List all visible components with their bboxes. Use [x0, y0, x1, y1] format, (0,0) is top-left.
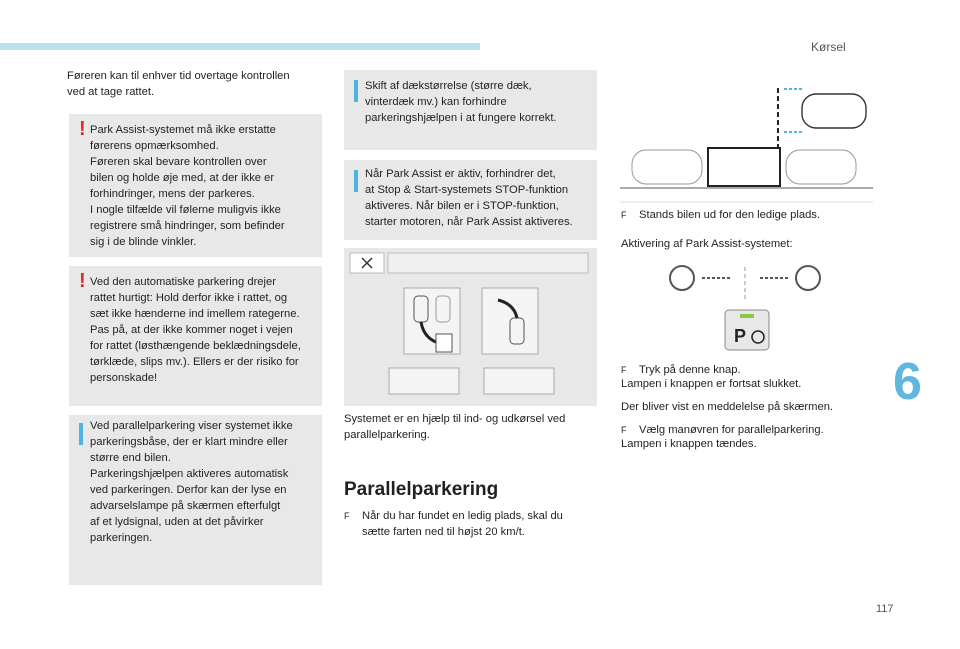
info-text-3: Når Park Assist er aktiv, forhindrer det, at Stop & Start-systemets STOP-funktion aktiveres. Når bilen er i STOP-funktion, starter motoren, når Park Assist aktiveres. — [365, 168, 573, 228]
info-icon — [79, 423, 83, 445]
steering-wheel-icon — [670, 266, 694, 290]
bullet-1: F Når du har fundet en ledig plads, skal du sætte farten ned til højst 20 km/t. — [344, 510, 563, 538]
chapter-tab: 6 — [893, 353, 922, 411]
svg-text:P: P — [734, 326, 747, 346]
info-icon — [354, 80, 358, 102]
message-text: Der bliver vist en meddelelse på skærmen. — [621, 401, 834, 413]
section-heading: Parallelparkering — [344, 479, 499, 500]
info-text-1: Ved parallelparkering viser systemet ikke parkeringsbåse, der er klart mindre eller større end bilen. Parkeringshjælpen aktiveres automatisk ved parkeringen. Derfor kan der lyse en advarselslampe på skærmen efterfulgt af et lydsignal, uden at det påvirker parkeringen. — [90, 420, 293, 544]
warning-box-2 — [69, 266, 322, 406]
bullet-4: F Vælg manøvren for parallelparkering. — [621, 424, 824, 436]
info-icon — [354, 170, 358, 192]
intro-text: Føreren kan til enhver tid overtage kontrollen ved at tage rattet. — [67, 70, 290, 98]
steering-wheel-icon — [796, 266, 820, 290]
info-text-2: Skift af dækstørrelse (større dæk, vinterdæk mv.) kan forhindre parkeringshjælpen i at fungere korrekt. — [365, 80, 557, 124]
info-box-1 — [69, 415, 322, 585]
header-bar — [0, 43, 480, 50]
park-assist-button-figure — [660, 262, 840, 357]
screen-illustration — [344, 248, 597, 406]
info-box-3 — [344, 160, 597, 240]
warning-text-1: Park Assist-systemet må ikke erstatte førerens opmærksomhed. Føreren skal bevare kontrollen over bilen og holde øje med, at der ikke er forhindringer, mens der parkeres. I nogle tilfælde vil følerne muligvis ikke registrere små hindringer, som befinder sig i de blinde vinkler. — [90, 124, 285, 248]
warning-icon: ! — [79, 118, 86, 140]
activation-text: Aktivering af Park Assist-systemet: — [621, 238, 793, 250]
bullet-2: F Stands bilen ud for den ledige plads. — [621, 209, 820, 221]
bullet-4-after: Lampen i knappen tændes. — [621, 438, 757, 450]
info-box-2 — [344, 70, 597, 150]
warning-text-2: Ved den automatiske parkering drejer rattet hurtigt: Hold derfor ikke i rattet, og sæt ikke hænderne ind imellem rategerne. Pas på, at der ikke kommer noget i vejen for rattet (løsthængende beklædningsdele, tørklæde, slips mv.). Ellers er der risiko for personskade! — [90, 276, 301, 384]
caption-text: Systemet er en hjælp til ind- og udkørsel ved parallelparkering. — [344, 413, 566, 441]
bullet-3-after: Lampen i knappen er fortsat slukket. — [621, 378, 802, 390]
button-lamp — [740, 314, 754, 318]
warning-box-1 — [69, 114, 322, 257]
section-title: Kørsel — [811, 40, 846, 54]
parking-diagram — [620, 80, 873, 205]
bullet-3: F Tryk på denne knap. — [621, 364, 741, 376]
warning-icon: ! — [79, 270, 86, 292]
page-number: 117 — [876, 603, 894, 615]
